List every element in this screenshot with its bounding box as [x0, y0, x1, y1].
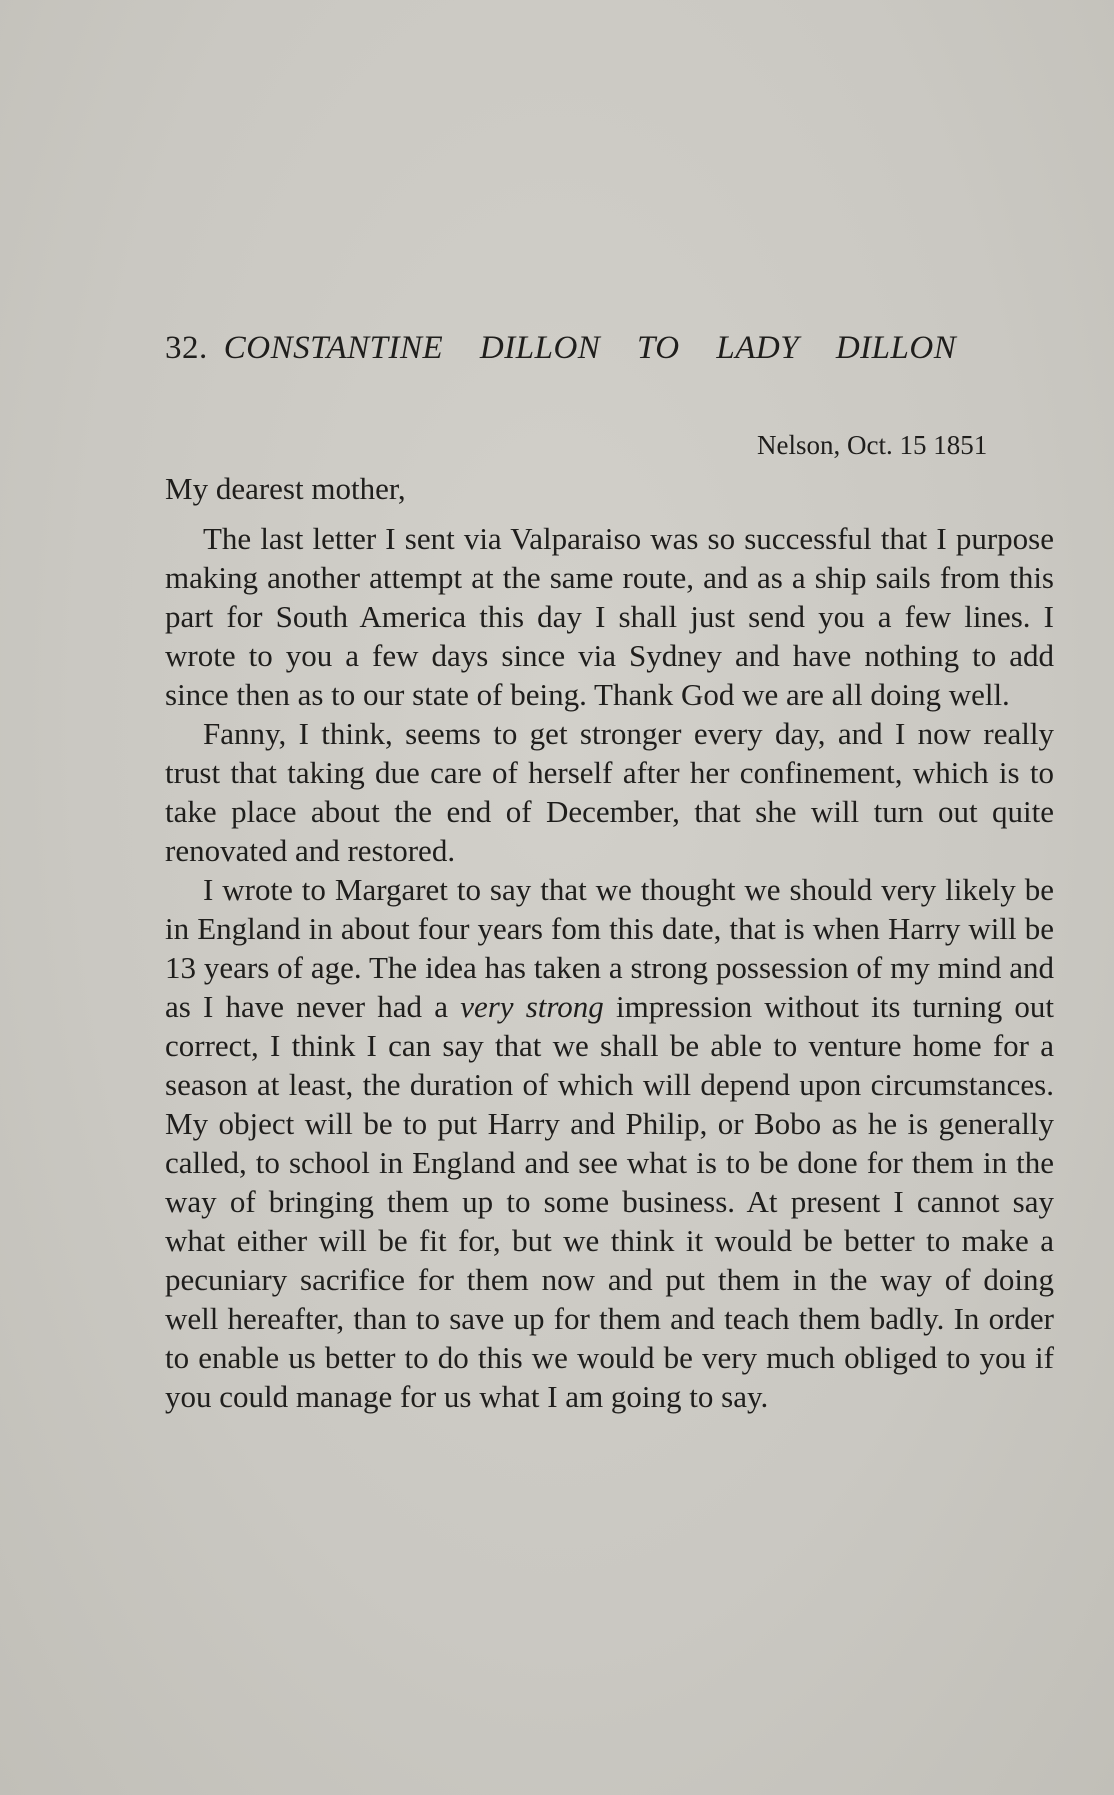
paragraph-3-part-1: I wrote to Margaret to say that we thought we should very likely be in England in about four years fom this date, that is when Harry will be 13 years of age. The idea has taken a strong possession of my mind and as I have never had a [165, 872, 1054, 1024]
letter-heading [165, 330, 1054, 367]
letter-body [165, 519, 1054, 1416]
letter-dateline: Nelson, Oct. 15 1851 [757, 430, 988, 460]
paragraph-3 [165, 870, 1054, 1416]
paragraph-2: Fanny, I think, seems to get stronger every day, and I now really trust that taking due care of herself after her confinement, which is to take place about the end of December, that she will turn out quite renovated and restored. [165, 716, 1054, 868]
paragraph-3-part-2: impression without its turning out correct, I think I can say that we shall be able to venture home for a season at least, the duration of which will depend upon circumstances. My object will be to put Harry and Philip, or Bobo as he is generally called, to school in England and see what is to be done for them in the way of bringing them up to some business. At present I cannot say what either will be fit for, but we think it would be better to make a pecuniary sacrifice for them now and put them in the way of doing well hereafter, than to save up for them and teach them badly. In order to enable us better to do this we would be very much obliged to you if you could manage for us what I am going to say. [165, 989, 1055, 1414]
letter-number: 32. [165, 330, 208, 366]
letter-salutation: My dearest mother, [165, 471, 406, 506]
letter-title: CONSTANTINE DILLON TO LADY DILLON [223, 330, 957, 366]
paragraph-1: The last letter I sent via Valparaiso was so successful that I purpose making another attempt at the same route, and as a ship sails from this part for South America this day I shall just send you a few lines. I wrote to you a few days since via Sydney and have nothing to add since then as to our state of being. Thank God we are all doing well. [165, 521, 1054, 712]
paragraph-3-emphasis: very strong [460, 989, 604, 1024]
